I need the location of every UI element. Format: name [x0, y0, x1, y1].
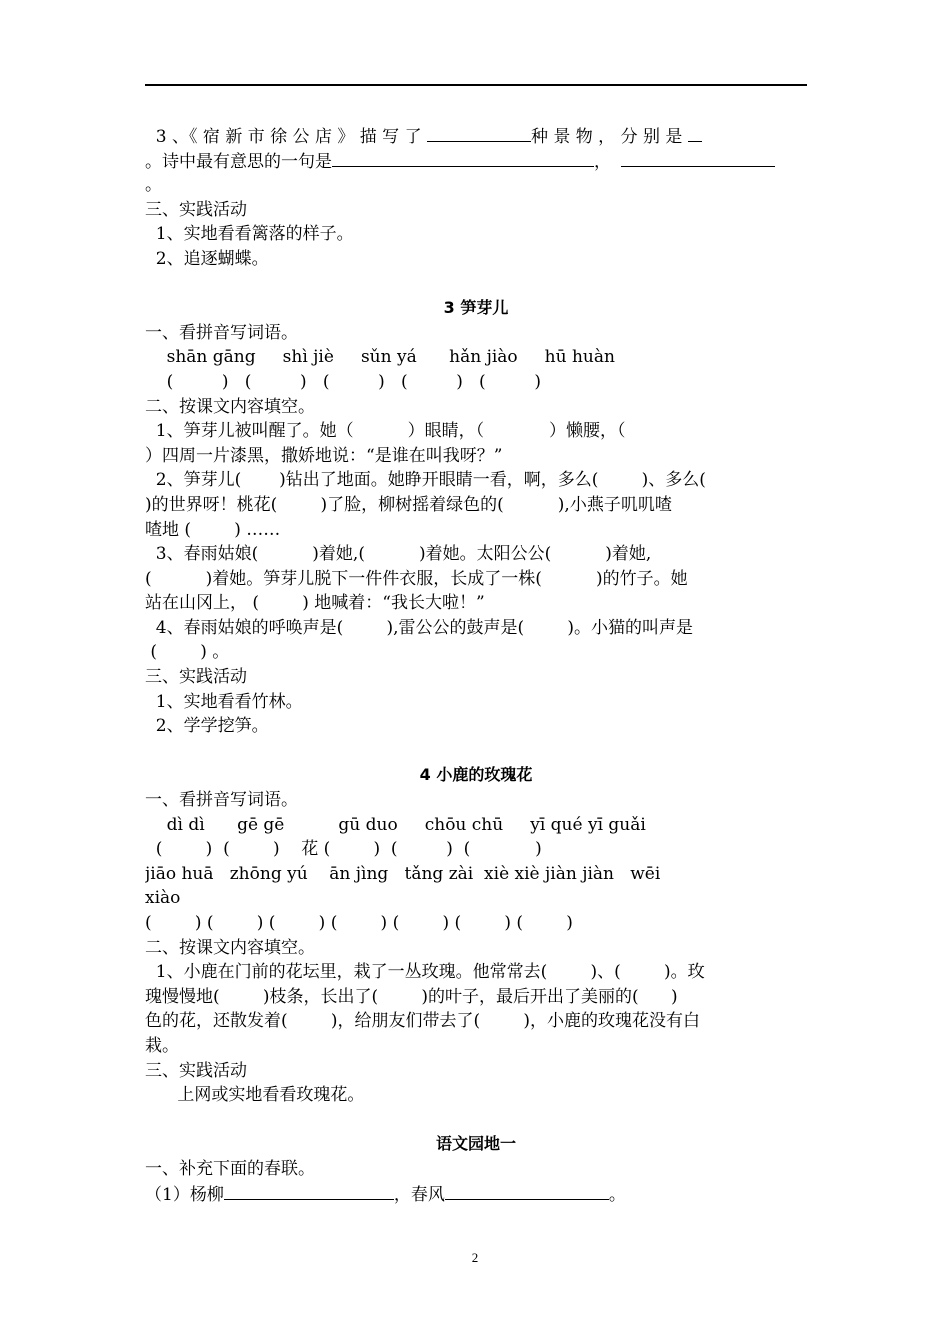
fill-line: 瑰慢慢地( )枝条，长出了( )的叶子，最后开出了美丽的( ) — [145, 986, 678, 1007]
fill-line: 喳地 ( ) …… — [145, 519, 281, 540]
lesson-title: 4 小鹿的玫瑰花 — [419, 765, 533, 785]
lesson-title: 3 笋芽儿 — [443, 298, 509, 318]
section-heading: 一、看拼音写词语。 — [145, 322, 298, 343]
answer-blank[interactable] — [427, 124, 531, 142]
answer-blank[interactable] — [445, 1182, 609, 1200]
section-heading: 二、按课文内容填空。 — [145, 937, 315, 958]
question-3-line-1 — [145, 124, 807, 149]
page-number: 2 — [471, 1250, 479, 1265]
fill-line: )的世界呀！桃花( )了脸，柳树摇着绿色的( ),小燕子叽叽喳 — [145, 494, 672, 515]
answer-blanks-row[interactable]: ( ) ( ) ( ) ( ) ( ) — [145, 371, 541, 392]
answer-blank[interactable] — [688, 124, 702, 142]
fill-line: ( )着她。笋芽儿脱下一件件衣服，长成了一株( )的竹子。她 — [145, 568, 688, 589]
header-rule — [145, 84, 807, 86]
worksheet-page — [145, 124, 807, 1206]
fill-line: 1、小鹿在门前的花坛里，栽了一丛玫瑰。他常常去( )、( )。玫 — [145, 962, 705, 983]
section-heading: 三、实践活动 — [145, 1060, 247, 1081]
pinyin-row: dì dì gē gē gū duo chōu chū yī qué yī guǎi — [145, 814, 646, 835]
pinyin-row: jiāo huā zhōng yú ān jìng tǎng zài xiè xiè jiàn jiàn wēi — [145, 863, 661, 884]
practice-item: 2、学学挖笋。 — [145, 716, 269, 737]
fill-line: 栽。 — [145, 1035, 179, 1056]
answer-blank[interactable] — [224, 1182, 394, 1200]
fill-line: ）四周一片漆黑，撒娇地说：“是谁在叫我呀？” — [145, 445, 503, 466]
answer-blank[interactable] — [332, 149, 594, 167]
pinyin-row: xiào — [145, 888, 181, 909]
section-heading: 一、补充下面的春联。 — [145, 1158, 315, 1179]
fill-line: 色的花，还散发着( )，给朋友们带去了( )，小鹿的玫瑰花没有白 — [145, 1011, 700, 1032]
section-heading: 三、实践活动 — [145, 667, 247, 688]
question-3-line-2 — [145, 149, 807, 174]
fill-line: 4、春雨姑娘的呼唤声是( ),雷公公的鼓声是( )。小猫的叫声是 — [145, 617, 694, 638]
couplet-text-a: （1）杨柳 — [145, 1184, 224, 1205]
question-3-text-b: 种 景 物 ， 分 别 是 — [530, 127, 688, 147]
pinyin-row: shān gāng shì jiè sǔn yá hǎn jiào hū huàn — [145, 347, 615, 368]
question-3-comma: ， — [594, 151, 611, 172]
fill-line: 2、笋芽儿( )钻出了地面。她睁开眼睛一看，啊，多么( )、多么( — [145, 470, 706, 491]
section-heading: 一、看拼音写词语。 — [145, 790, 298, 811]
section-heading: 三、实践活动 — [145, 199, 247, 220]
question-3-text-a: 3 、《 宿 新 市 徐 公 店 》 描 写 了 — [145, 127, 427, 147]
fill-line: 3、春雨姑娘( )着她,( )着她。太阳公公( )着她, — [145, 544, 652, 565]
practice-item: 1、实地看看篱落的样子。 — [145, 224, 354, 245]
fill-line: ( ) 。 — [145, 642, 230, 663]
answer-blank[interactable] — [621, 149, 775, 167]
practice-item: 2、追逐蝴蝶。 — [145, 248, 269, 269]
answer-blanks-row[interactable]: ( ) ( ) ( ) ( ) ( ) ( ) ( ) — [145, 913, 573, 933]
section-heading: 二、按课文内容填空。 — [145, 396, 315, 417]
practice-item: 上网或实地看看玫瑰花。 — [145, 1085, 365, 1106]
couplet-text-b: ，春风 — [393, 1184, 445, 1205]
question-3-text-c: 。诗中最有意思的一句是 — [145, 151, 332, 172]
lesson-title: 语文园地一 — [435, 1134, 516, 1154]
fill-line: 1、笋芽儿被叫醒了。她（ ）眼睛，（ ）懒腰，（ — [145, 421, 626, 442]
question-3-line-3: 。 — [145, 175, 162, 196]
answer-blanks-row[interactable]: ( ) ( ) 花 ( ) ( ) ( ) — [145, 839, 542, 860]
couplet-text-c: 。 — [608, 1184, 626, 1205]
fill-line: 站在山冈上， ( ) 地喊着：“我长大啦！” — [145, 593, 485, 614]
couplet-question — [145, 1182, 807, 1207]
practice-item: 1、实地看看竹林。 — [145, 691, 303, 712]
